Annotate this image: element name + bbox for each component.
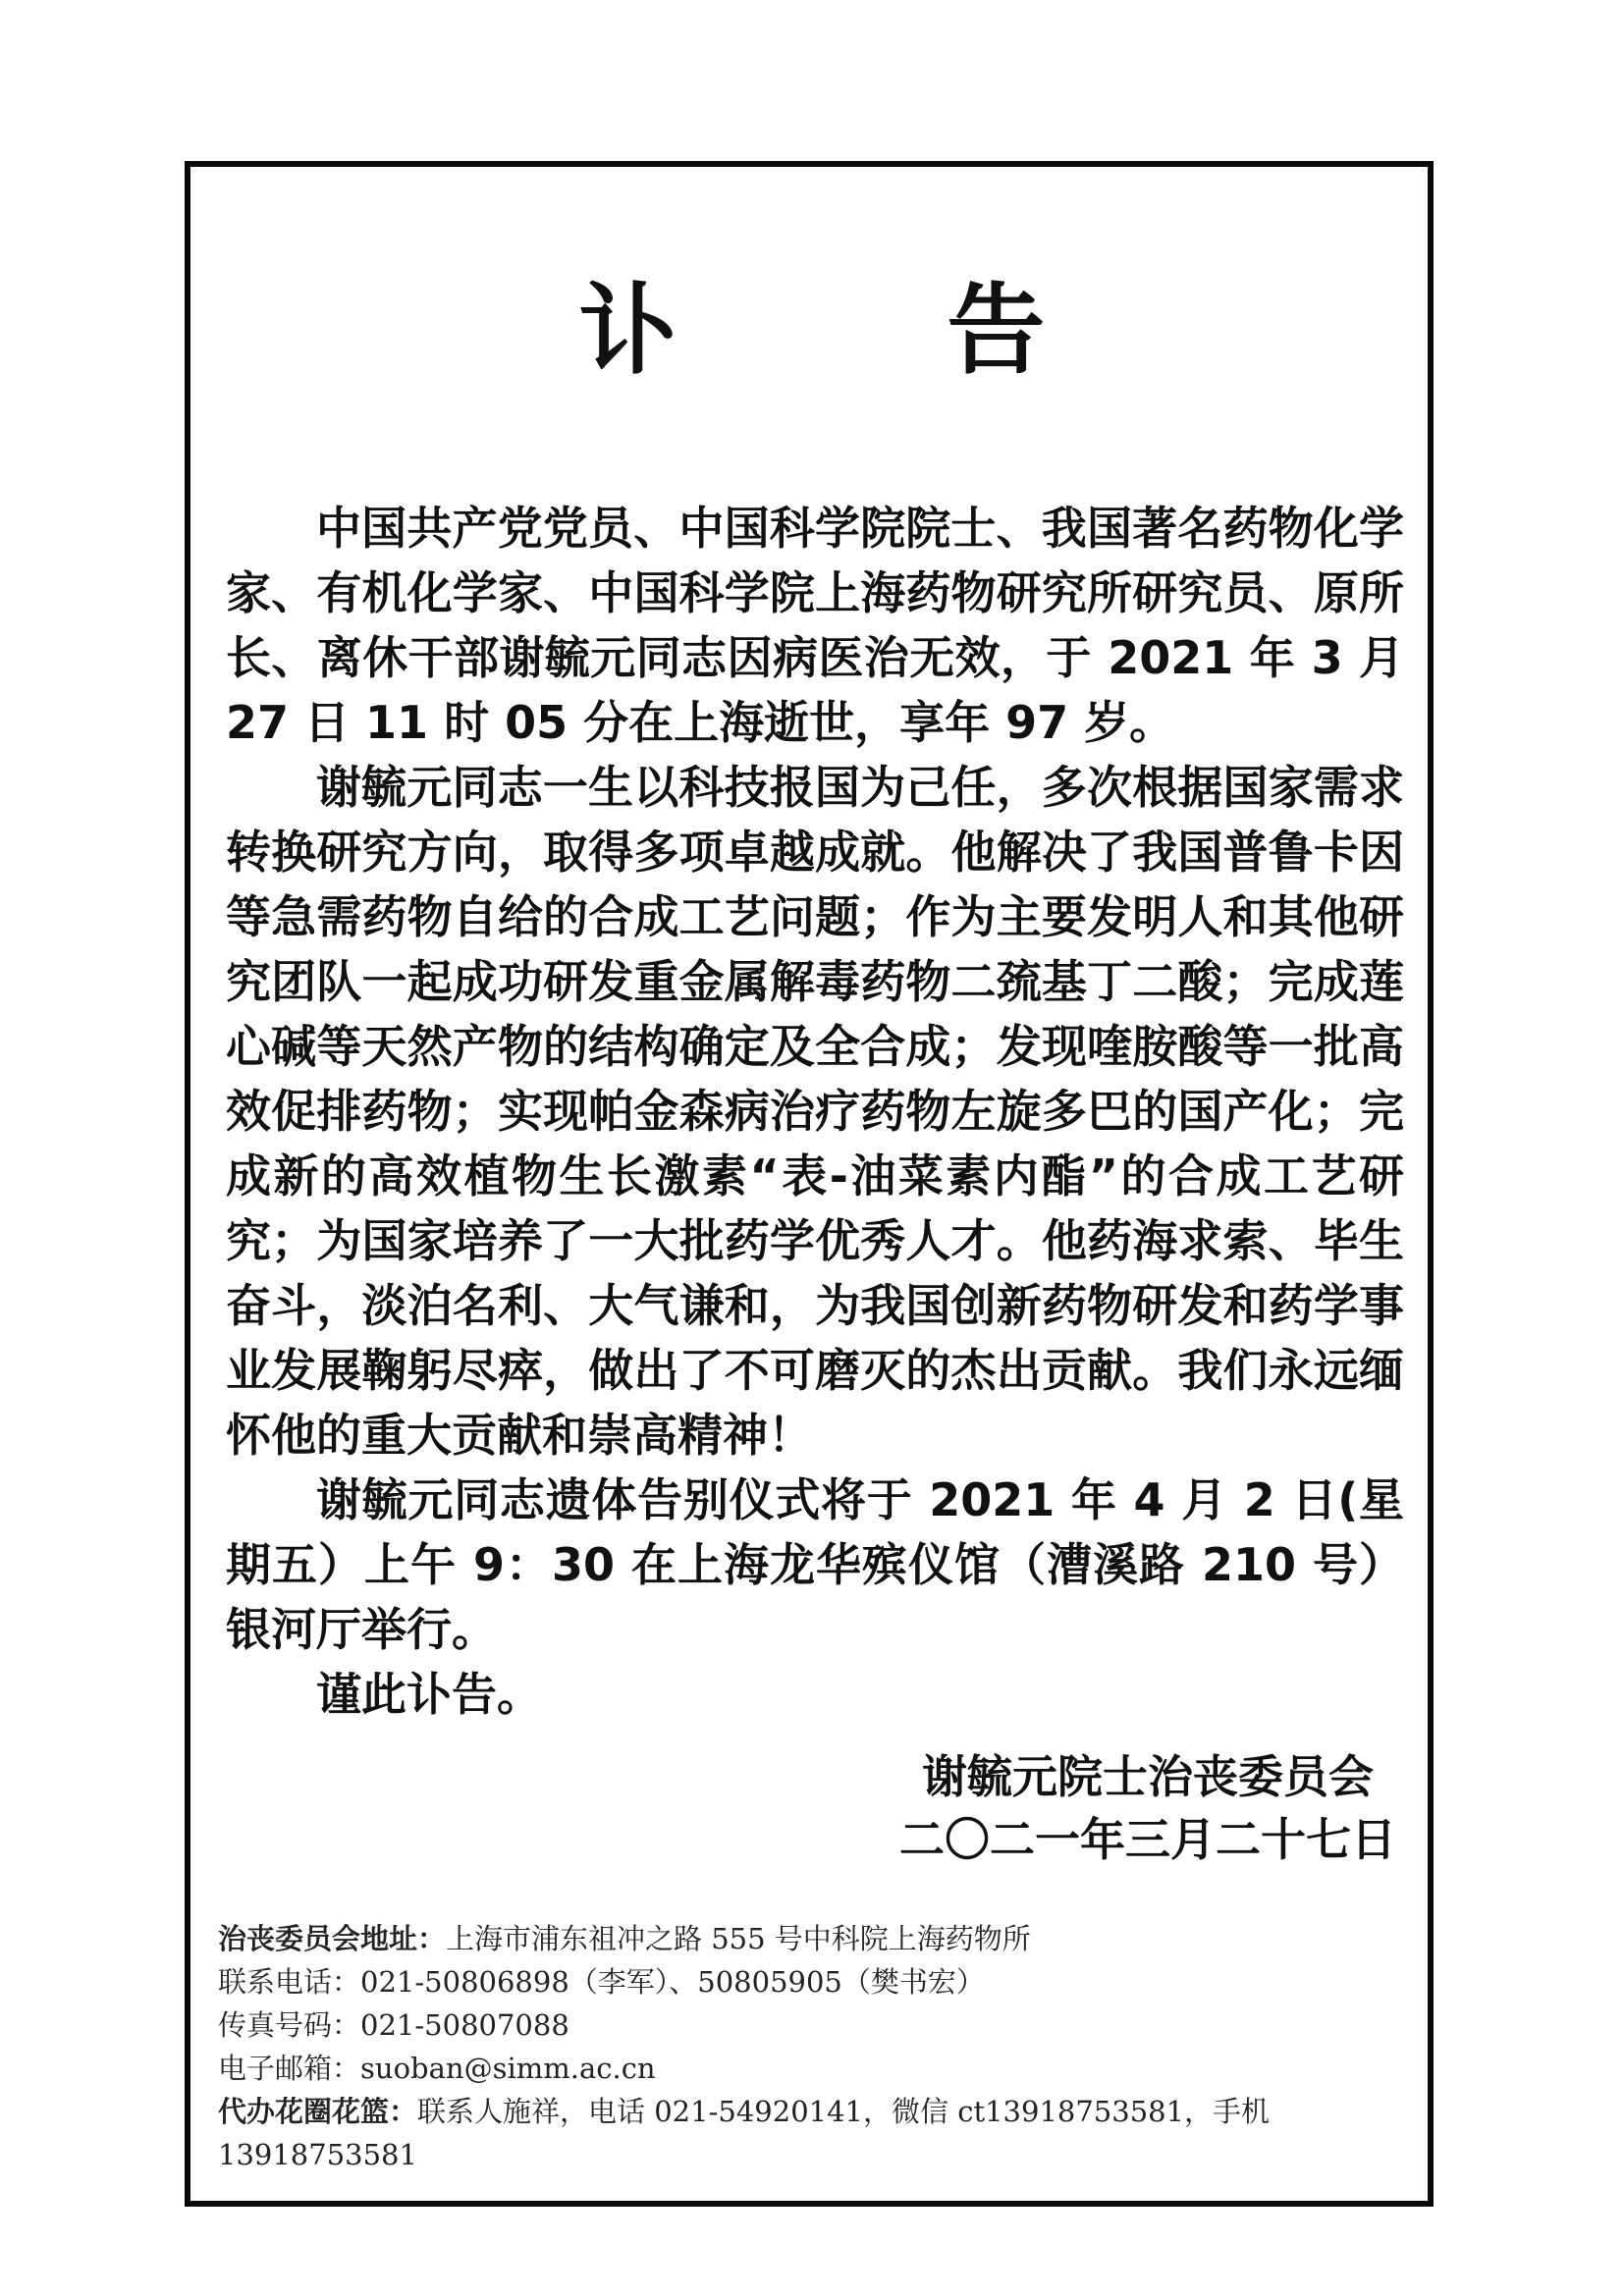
paragraph-achievements: 谢毓元同志一生以科技报国为己任，多次根据国家需求转换研究方向，取得多项卓越成就。他解决了我国普鲁卡因等急需药物自给的合成工艺问题；作为主要发明人和其他研究团队一起成功研发重金属解毒药物二巯基丁二酸；完成莲心碱等天然产物的结构确定及全合成；发现喹胺酸等一批高效促排药物；实现帕金森病治疗药物左旋多巴的国产化；完成新的高效植物生长激素“表-油菜素内酯”的合成工艺研究；为国家培养了一大批药学优秀人才。他药海求索、毕生奋斗，淡泊名利、大气谦和，为我国创新药物研发和药学事业发展鞠躬尽瘁，做出了不可磨灭的杰出贡献。我们永远缅怀他的重大贡献和崇高精神！ — [226, 761, 1404, 1462]
paragraph-ceremony: 谢毓元同志遗体告别仪式将于 2021 年 4 月 2 日(星期五）上午 9：30 在上海龙华殡仪馆（漕溪路 210 号）银河厅举行。 — [226, 1473, 1404, 1656]
wreath-line — [218, 2090, 1406, 2133]
signature-date: 二〇二一年三月二十七日 — [899, 1813, 1396, 1866]
address-line — [218, 1917, 1406, 1960]
wreath-line-continued: 13918753581 — [218, 2138, 417, 2171]
wreath-value: 联系人施祥，电话 021-54920141，微信 ct13918753581，手机 — [417, 2095, 1271, 2128]
paragraph-announcement: 中国共产党党员、中国科学院院士、我国著名药物化学家、有机化学家、中国科学院上海药物研究所研究员、原所长、离休干部谢毓元同志因病医治无效，于 2021 年 3 月 27 日 11 时 05 分在上海逝世，享年 97 岁。 — [226, 502, 1404, 749]
fax-label: 传真号码： — [218, 2008, 361, 2042]
email-value: suoban@simm.ac.cn — [360, 2052, 656, 2085]
wreath-label: 代办花圈花篮： — [218, 2095, 418, 2128]
phone-value: 021-50806898（李军）、50805905（樊书宏） — [360, 1965, 985, 1999]
email-line — [218, 2047, 1406, 2090]
obituary-body — [226, 496, 1404, 1727]
email-label: 电子邮箱： — [218, 2052, 361, 2085]
address-label: 治丧委员会地址： — [218, 1922, 447, 1955]
contact-info — [218, 1917, 1406, 2176]
committee-name: 谢毓元院士治丧委员会 — [922, 1750, 1374, 1803]
paragraph-closing: 谨此讣告。 — [316, 1668, 542, 1721]
fax-value: 021-50807088 — [360, 2008, 569, 2042]
phone-label: 联系电话： — [218, 1965, 361, 1999]
signature-block — [899, 1745, 1396, 1871]
address-value: 上海市浦东祖冲之路 555 号中科院上海药物所 — [446, 1922, 1031, 1955]
fax-line — [218, 2003, 1406, 2047]
phone-line — [218, 1960, 1406, 2003]
page-title: 讣 告 — [578, 273, 1164, 388]
